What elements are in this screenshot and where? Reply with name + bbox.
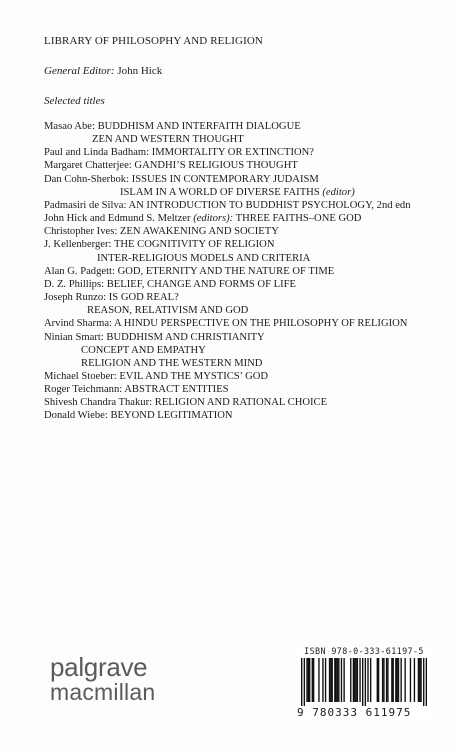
list-item	[44, 317, 449, 330]
barcode-bar	[410, 658, 411, 702]
barcode-bar	[396, 658, 397, 702]
barcode-bar	[404, 658, 405, 702]
barcode-bar	[423, 658, 424, 706]
publisher-logo-line2: macmillan	[50, 679, 156, 705]
list-item	[44, 370, 449, 383]
barcode-bar	[418, 658, 419, 702]
list-item	[44, 383, 449, 396]
barcode-bars	[301, 658, 427, 706]
barcode-bar	[387, 658, 388, 702]
series-title: LIBRARY OF PHILOSOPHY AND RELIGION	[44, 35, 263, 47]
isbn-barcode	[297, 646, 431, 722]
entry-title: ISLAM IN A WORLD OF DIVERSE FAITHS	[120, 186, 320, 198]
general-editor	[44, 65, 162, 77]
entry-author: Shivesh Chandra Thakur:	[44, 397, 153, 409]
isbn-label: ISBN 978-0-333-61197-5	[304, 646, 424, 656]
list-item	[44, 212, 449, 225]
entry-author: Masao Abe:	[44, 121, 95, 132]
list-item	[44, 146, 449, 159]
barcode-bar	[329, 658, 330, 702]
barcode-bar	[365, 658, 366, 706]
entry-author: Margaret Chatterjee:	[44, 160, 132, 172]
barcode-bar	[309, 658, 310, 702]
barcode-bar	[370, 658, 371, 702]
entry-author: Michael Stoeber:	[44, 370, 117, 382]
barcode-bar	[398, 658, 399, 702]
list-item-continuation: CONCEPT AND EMPATHY	[81, 344, 206, 356]
entry-title: BELIEF, CHANGE AND FORMS OF LIFE	[106, 278, 296, 290]
entry-note: (editor)	[322, 186, 355, 198]
barcode-bar	[414, 658, 415, 702]
selected-titles-list	[44, 120, 449, 423]
barcode-bar	[318, 658, 319, 702]
entry-title: ISSUES IN CONTEMPORARY JUDAISM	[131, 173, 319, 185]
entry-title: THREE FAITHS–ONE GOD	[235, 213, 362, 225]
entry-title: ZEN AWAKENING AND SOCIETY	[119, 226, 279, 238]
barcode-bar	[334, 658, 335, 702]
entry-title: EVIL AND THE MYSTICS’ GOD	[119, 370, 269, 382]
barcode-bar	[354, 658, 355, 702]
entry-title: GANDHI’S RELIGIOUS THOUGHT	[134, 160, 298, 172]
barcode-bar	[335, 658, 336, 702]
entry-title: ABSTRACT ENTITIES	[124, 384, 229, 396]
barcode-bar	[383, 658, 384, 702]
barcode-bar	[426, 658, 427, 706]
entry-title: AN INTRODUCTION TO BUDDHIST PSYCHOLOGY, 2nd edn	[128, 199, 411, 211]
entry-title: THE COGNITIVITY OF RELIGION	[113, 239, 275, 251]
barcode-bar	[391, 658, 392, 702]
entry-author: Arvind Sharma:	[44, 318, 112, 330]
barcode-bar	[304, 658, 305, 706]
barcode-bar	[359, 658, 360, 702]
entry-title: RELIGION AND RATIONAL CHOICE	[154, 397, 328, 409]
entry-author: Roger Teichmann:	[44, 384, 123, 396]
entry-note: (editors):	[193, 213, 234, 225]
barcode-bar	[395, 658, 396, 702]
barcode-bar	[362, 658, 363, 706]
barcode-bar	[353, 658, 354, 702]
list-item	[44, 278, 449, 291]
entry-title: BUDDHISM AND INTERFAITH DIALOGUE	[97, 121, 301, 132]
selected-titles-heading: Selected titles	[44, 95, 105, 107]
barcode-bar	[322, 658, 323, 702]
list-item	[44, 238, 449, 251]
list-item	[44, 291, 449, 304]
list-item-continuation: INTER-RELIGIOUS MODELS AND CRITERIA	[97, 252, 311, 264]
list-item-continuation: RELIGION AND THE WESTERN MIND	[81, 357, 263, 369]
barcode-bar	[378, 658, 379, 702]
barcode-bar	[386, 658, 387, 702]
list-item-continuation: ZEN AND WESTERN THOUGHT	[92, 134, 244, 146]
entry-title: GOD, ETERNITY AND THE NATURE OF TIME	[117, 265, 335, 277]
barcode-bar	[332, 658, 333, 702]
barcode-bar	[419, 658, 420, 702]
list-item	[44, 173, 449, 186]
entry-author: J. Kellenberger:	[44, 239, 112, 251]
list-item	[44, 120, 449, 133]
barcode-bar	[400, 658, 401, 702]
entry-author: Donald Wiebe:	[44, 410, 108, 422]
entry-title: BUDDHISM AND CHRISTIANITY	[106, 331, 265, 343]
list-item	[44, 199, 449, 212]
entry-title: A HINDU PERSPECTIVE ON THE PHILOSOPHY OF RELIGION	[114, 318, 408, 330]
barcode-bar	[393, 658, 394, 702]
entry-author: Ninian Smart:	[44, 331, 104, 343]
barcode-bar	[341, 658, 342, 702]
barcode-digits: 9 780333 611975	[297, 706, 412, 719]
barcode-bar	[382, 658, 383, 702]
entry-title: IMMORTALITY OR EXTINCTION?	[151, 147, 315, 159]
barcode-bar	[325, 658, 326, 702]
list-item-continuation	[44, 186, 449, 199]
general-editor-label: General Editor:	[44, 65, 115, 77]
entry-author: Joseph Runzo:	[44, 292, 107, 304]
barcode-bar	[301, 658, 302, 706]
barcode-bar	[312, 658, 313, 702]
entry-author: Christopher Ives:	[44, 226, 118, 238]
entry-author: Dan Cohn-Sherbok:	[44, 173, 130, 185]
entry-author: Paul and Linda Badham:	[44, 147, 150, 159]
barcode-bar	[337, 658, 338, 702]
barcode-bar	[330, 658, 331, 702]
list-item	[44, 225, 449, 238]
general-editor-name: John Hick	[117, 65, 163, 77]
list-item-continuation: REASON, RELATIVISM AND GOD	[87, 305, 249, 317]
barcode-bar	[306, 658, 307, 702]
barcode-bar	[377, 658, 378, 702]
list-item	[44, 396, 449, 409]
barcode-bar	[343, 658, 344, 702]
publisher-logo-line1: palgrave	[50, 652, 148, 682]
entry-title: IS GOD REAL?	[108, 292, 179, 304]
entry-author: Alan G. Padgett:	[44, 265, 115, 277]
barcode-bar	[350, 658, 351, 702]
list-item	[44, 159, 449, 172]
publisher-logo	[50, 654, 155, 704]
entry-author: John Hick and Edmund S. Meltzer	[44, 213, 191, 225]
barcode-bar	[355, 658, 356, 702]
barcode-bar	[313, 658, 314, 702]
list-item	[44, 409, 449, 422]
entry-title: BEYOND LEGITIMATION	[110, 410, 233, 422]
entry-author: Padmasiri de Silva:	[44, 199, 127, 211]
barcode-bar	[357, 658, 358, 702]
list-item	[44, 331, 449, 344]
list-item	[44, 265, 449, 278]
barcode-bar	[308, 658, 309, 702]
entry-author: D. Z. Phillips:	[44, 278, 105, 290]
barcode-bar	[367, 658, 368, 702]
barcode-bar	[338, 658, 339, 702]
barcode-bar	[420, 658, 421, 702]
